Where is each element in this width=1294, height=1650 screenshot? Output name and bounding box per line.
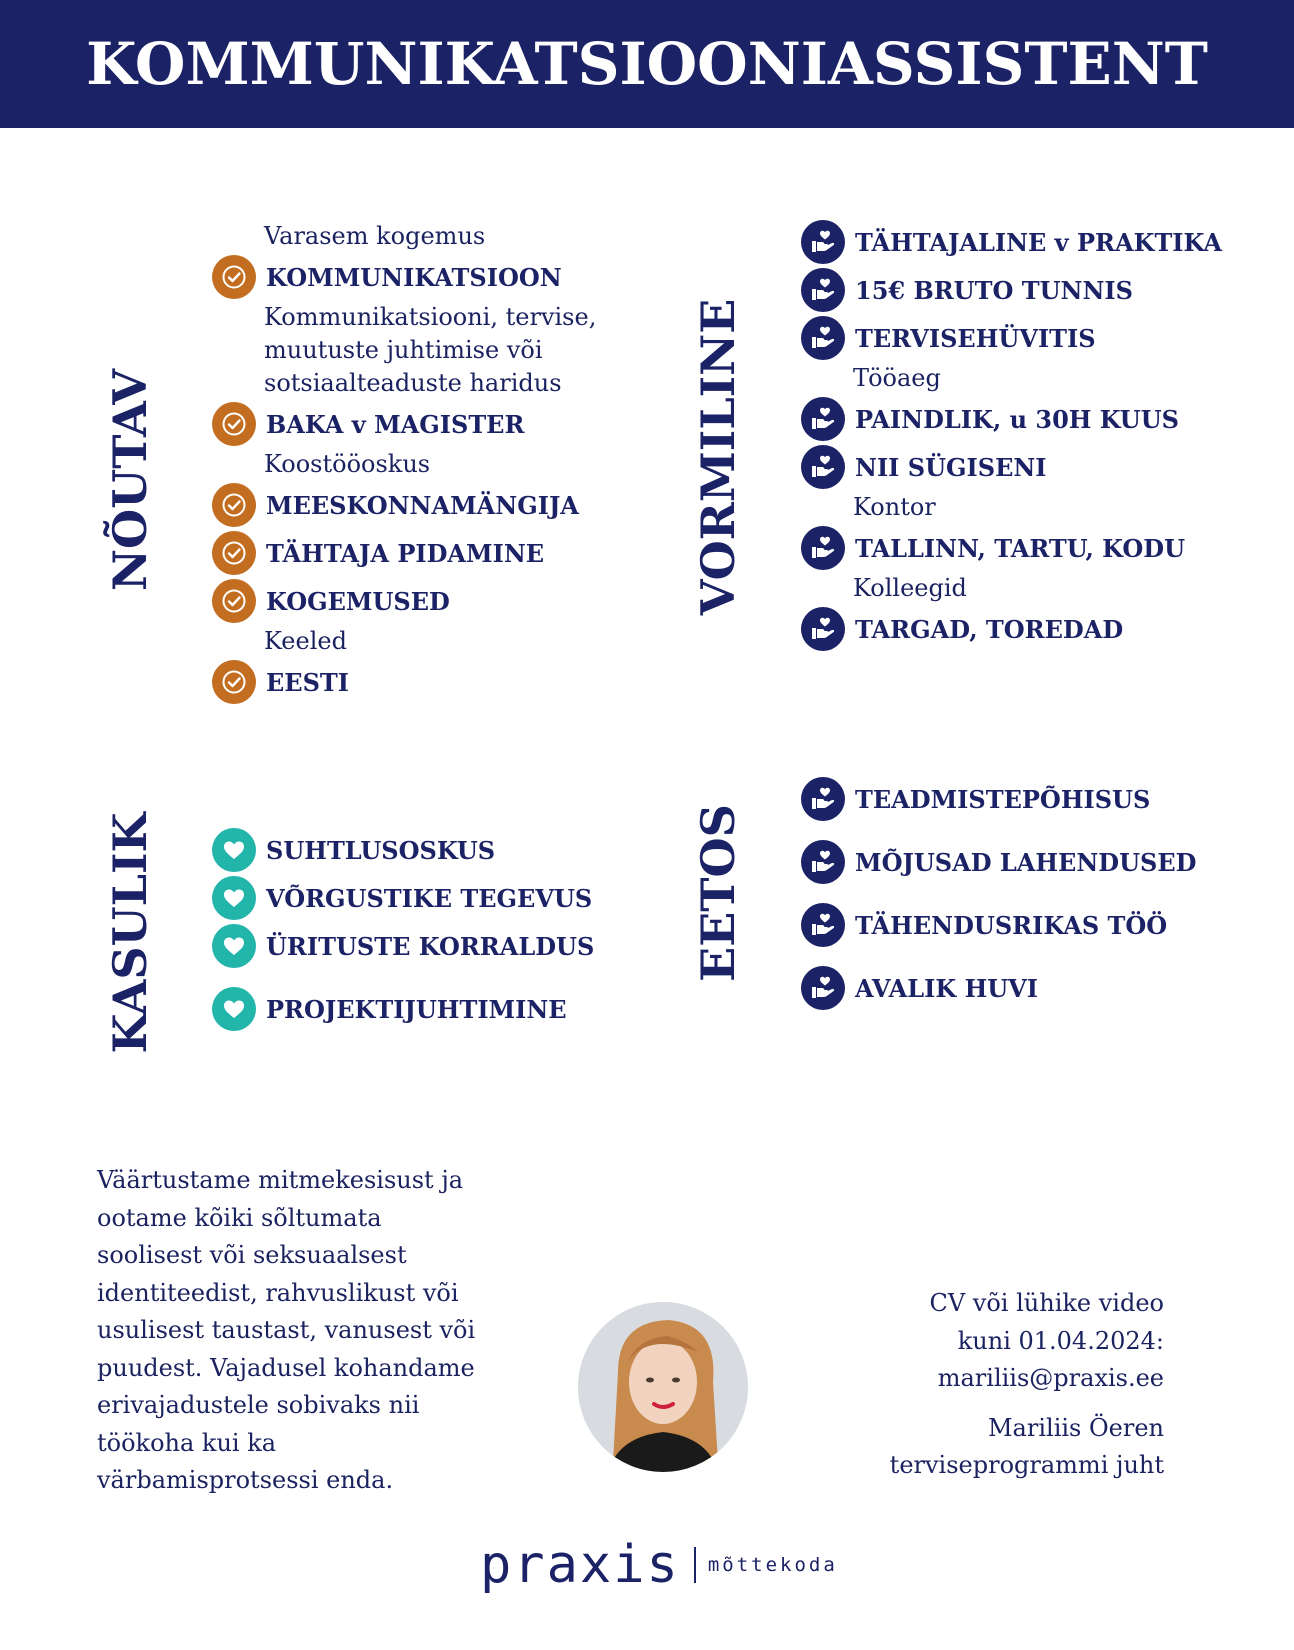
hand-heart-icon [801,445,845,489]
list-item-projektijuhtimine [212,985,624,1033]
list-item-label: ÜRITUSTE KORRALDUS [266,931,595,961]
list-item-label: TÄHENDUSRIKAS TÖÖ [855,910,1168,940]
list-item-label: AVALIK HUVI [855,973,1039,1003]
diversity-statement: Väärtustame mitmekesisust ja ootame kõiki sõltumata soolisest või seksuaalsest identiteedist, rahvuslikust või usulisest taustast, vanusest või puudest. Vajadusel kohandame erivajadustele sobivaks nii töökoha kui ka värbamisprotsessi enda. [97,1166,476,1494]
eetos-list [853,775,1253,1012]
subheading: Kommunikatsiooni, tervise, muutuste juhtimise või sotsiaalteaduste haridus [264,303,597,397]
noutav-list [264,220,624,706]
check-circle-icon [212,579,256,623]
list-item-vorgustike-tegevus [212,874,624,922]
list-item-label: EESTI [266,667,350,697]
list-item-teadmistepohisus [801,775,1253,823]
vormiline-list [853,218,1253,653]
list-item-mojusad-lahendused [801,838,1253,886]
check-circle-icon [212,531,256,575]
list-item-urituste-korraldus [212,922,624,970]
check-circle-icon [212,402,256,446]
list-item-label: TARGAD, TOREDAD [855,614,1124,644]
list-item-label: SUHTLUSOSKUS [266,835,496,865]
hand-heart-icon [801,268,845,312]
list-item-label: PROJEKTIJUHTIMINE [266,994,567,1024]
heart-icon [212,987,256,1031]
list-item-label: MEESKONNAMÄNGIJA [266,490,579,520]
list-item-15-bruto-tunnis [801,266,1253,314]
list-item-label: TEADMISTEPÕHISUS [855,784,1151,814]
list-item-targad-toredad [801,605,1253,653]
hand-heart-icon [801,316,845,360]
list-item-tallinn-tartu-kodu [801,524,1253,572]
contact-role: terviseprogrammi juht [889,1451,1164,1479]
contact-line-1: CV või lühike video [929,1289,1164,1317]
list-item-label: TERVISEHÜVITIS [855,323,1096,353]
logo-tagline: mõttekoda [707,1554,838,1576]
subheading: Kolleegid [853,574,967,602]
list-item-label: TALLINN, TARTU, KODU [855,533,1186,563]
subheading: Tööaeg [853,364,941,392]
hand-heart-icon [801,220,845,264]
section-label-vormiline: VORMILINE [691,298,745,616]
list-item-label: MÕJUSAD LAHENDUSED [855,847,1197,877]
list-item-kogemused [212,577,624,625]
hand-heart-icon [801,966,845,1010]
contact-email[interactable]: mariliis@praxis.ee [937,1364,1164,1392]
subheading: Keeled [264,627,347,655]
check-circle-icon [212,255,256,299]
kasulik-list [264,826,624,1033]
list-item-tahendusrikas-too [801,901,1253,949]
subheading: Kontor [853,493,936,521]
section-label-kasulik: KASULIK [103,812,157,1054]
hand-heart-icon [801,607,845,651]
heart-icon [212,828,256,872]
list-item-label: PAINDLIK, u 30H KUUS [855,404,1179,434]
list-item-label: VÕRGUSTIKE TEGEVUS [266,883,593,913]
list-item-label: TÄHTAJALINE v PRAKTIKA [855,227,1223,257]
hand-heart-icon [801,526,845,570]
person-photo-icon [578,1302,748,1472]
hand-heart-icon [801,903,845,947]
list-item-avalik-huvi [801,964,1253,1012]
hand-heart-icon [801,397,845,441]
list-item-kommunikatsioon [212,253,624,301]
list-item-label: BAKA v MAGISTER [266,409,525,439]
check-circle-icon [212,660,256,704]
list-item-label: 15€ BRUTO TUNNIS [855,275,1133,305]
subheading: Varasem kogemus [264,222,486,250]
subheading: Koostööoskus [264,450,431,478]
list-item-label: TÄHTAJA PIDAMINE [266,538,545,568]
page-header [0,0,1294,128]
list-item-baka-v-magister [212,400,624,448]
section-label-noutav: NÕUTAV [103,369,157,591]
logo-brand: praxis [480,1535,680,1595]
list-item-label: KOMMUNIKATSIOON [266,262,562,292]
hand-heart-icon [801,840,845,884]
contact-block [890,1285,1164,1485]
list-item-tervisehuvitis [801,314,1253,362]
logo-divider [694,1547,696,1583]
section-label-eetos: EETOS [691,804,745,982]
list-item-eesti [212,658,624,706]
contact-deadline: kuni 01.04.2024: [957,1326,1164,1355]
contact-name: Mariliis Öeren [987,1413,1164,1442]
list-item-suhtlusoskus [212,826,624,874]
hand-heart-icon [801,777,845,821]
heart-icon [212,924,256,968]
list-item-nii-sugiseni [801,443,1253,491]
list-item-meeskonnamangija [212,481,624,529]
praxis-logo [480,1535,838,1595]
heart-icon [212,876,256,920]
list-item-tahtaja-pidamine [212,529,624,577]
list-item-label: NII SÜGISENI [855,452,1047,482]
check-circle-icon [212,483,256,527]
page-title: KOMMUNIKATSIOONIASSISTENT [86,30,1208,98]
list-item-tahtajaline-v-praktika [801,218,1253,266]
list-item-paindlik-u-30h-kuus [801,395,1253,443]
avatar [578,1302,748,1472]
list-item-label: KOGEMUSED [266,586,450,616]
